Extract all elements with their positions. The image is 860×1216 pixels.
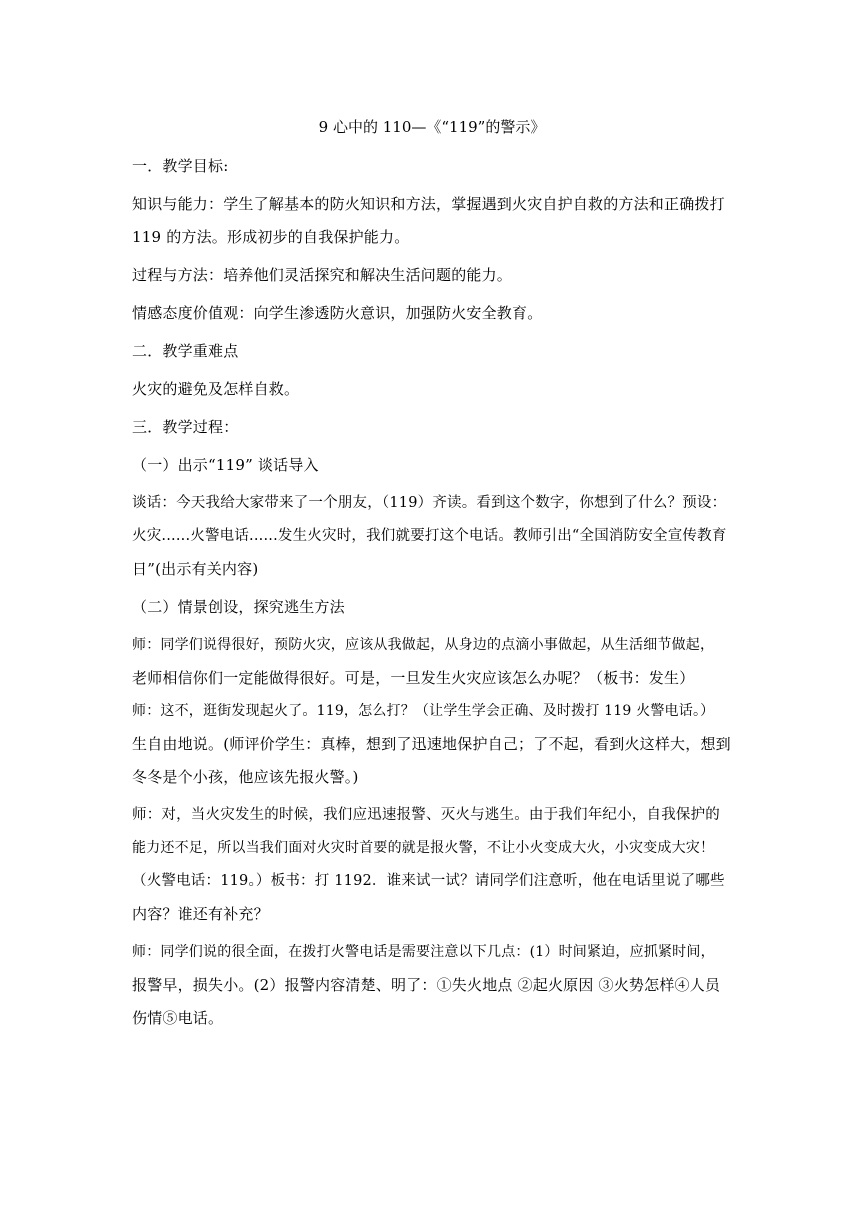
text-line: 过程与方法：培养他们灵活探究和解决生活问题的能力。 xyxy=(132,266,513,284)
paragraph xyxy=(132,629,732,794)
text-line: 生自由地说。(师评价学生：真棒，想到了迅速地保护自己；了不起，看到火这样大，想到 xyxy=(132,735,731,753)
text-line: 师：对，当火灾发生的时候，我们应迅速报警、灭火与逃生。由于我们年纪小，自我保护的 xyxy=(132,807,720,823)
text-line: 师：这不，逛街发现起火了。119，怎么打？（让学生学会正确、及时拨打 119 火警电话。） xyxy=(132,703,715,719)
text-line: 火灾......火警电话......发生火灾时，我们就要打这个电话。教师引出“全国消防安全宣传教育 xyxy=(132,528,727,544)
paragraph xyxy=(132,335,732,368)
text-line: 119 的方法。形成初步的自我保护能力。 xyxy=(132,228,410,246)
document-body xyxy=(132,112,732,1040)
text-line: 谈话：今天我给大家带来了一个朋友，（119）齐读。看到这个数字，你想到了什么？预设： xyxy=(132,495,727,511)
paragraph xyxy=(132,297,732,330)
text-line: 日”(出示有关内容) xyxy=(132,560,259,578)
paragraph xyxy=(132,591,732,624)
paragraph xyxy=(132,449,732,482)
text-line: （一）出示“119” 谈话导入 xyxy=(132,456,319,474)
paragraph xyxy=(132,411,732,444)
text-line: 伤情⑤电话。 xyxy=(132,1009,224,1027)
paragraph xyxy=(132,188,732,254)
paragraph xyxy=(132,259,732,292)
paragraph xyxy=(132,936,732,1035)
text-line: 情感态度价值观：向学生渗透防火意识，加强防火安全教育。 xyxy=(132,304,543,322)
text-line: 师：同学们说得很好，预防火灾，应该从我做起，从身边的点滴小事做起，从生活细节做起， xyxy=(132,637,715,653)
text-line: 报警早，损失小。(2）报警内容清楚、明了：①失火地点 ②起火原因 ③火势怎样④人员 xyxy=(132,976,721,994)
text-line: 二．教学重难点 xyxy=(132,342,239,360)
text-line: （二）情景创设，探究逃生方法 xyxy=(132,598,345,616)
text-line: 三．教学过程： xyxy=(132,418,239,436)
paragraph xyxy=(132,799,732,931)
text-line: 冬冬是个小孩，他应该先报火警。) xyxy=(132,768,359,786)
document-title: 9 心中的 110—《“119”的警示》 xyxy=(318,118,546,136)
text-line: （火警电话：119。）板书：打 1192．谁来试一试？请同学们注意听，他在电话里说了哪些 xyxy=(132,873,725,889)
paragraph xyxy=(132,487,732,586)
text-line: 内容？谁还有补充？ xyxy=(132,905,269,923)
text-line: 老师相信你们一定能做得很好。可是，一旦发生火灾应该怎么办呢？（板书：发生） xyxy=(132,669,695,687)
text-line: 能力还不足，所以当我们面对火灾时首要的就是报火警，不让小火变成大火，小灾变成大灾！ xyxy=(132,840,715,856)
text-line: 火灾的避免及怎样自救。 xyxy=(132,380,300,398)
text-line: 师：同学们说的很全面，在拨打火警电话是需要注意以下几点：(1）时间紧迫，应抓紧时间， xyxy=(132,944,715,960)
paragraph xyxy=(132,150,732,183)
paragraph-list xyxy=(132,150,732,1035)
paragraph xyxy=(132,373,732,406)
text-line: 知识与能力：学生了解基本的防火知识和方法，掌握遇到火灾自护自救的方法和正确拨打 xyxy=(132,195,725,213)
text-line: 一．教学目标: xyxy=(132,157,229,175)
